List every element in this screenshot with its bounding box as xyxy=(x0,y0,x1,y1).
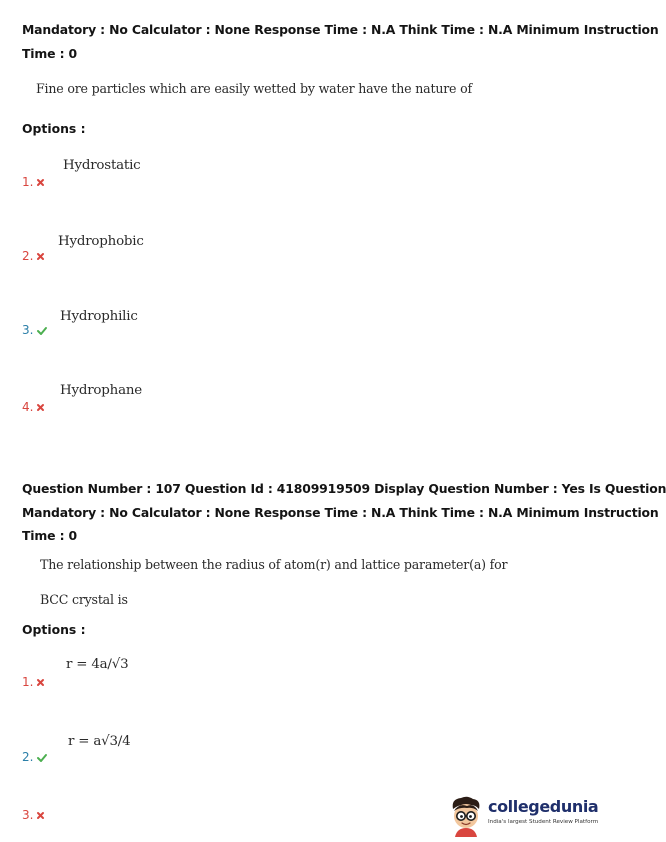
option-number xyxy=(22,750,47,764)
cross-icon xyxy=(37,179,44,186)
option-number xyxy=(22,400,44,414)
option-number-label: 3. xyxy=(22,808,34,822)
check-icon xyxy=(37,754,47,762)
logo-name: collegedunia xyxy=(488,797,599,816)
options-label: Options : xyxy=(22,622,86,637)
cross-icon xyxy=(37,812,44,819)
option-text: r = a√3/4 xyxy=(68,734,131,749)
option-text: Hydrostatic xyxy=(63,158,141,173)
question-meta-line: Question Number : 107 Question Id : 41809919509 Display Question Number : Yes Is Question xyxy=(22,481,666,496)
logo-tagline: India's largest Student Review Platform xyxy=(488,819,599,825)
option-number-label: 2. xyxy=(22,249,34,263)
cross-icon xyxy=(37,404,44,411)
option-number xyxy=(22,808,44,822)
mascot-icon xyxy=(447,795,485,837)
question-meta-line: Time : 0 xyxy=(22,46,78,61)
option-number-label: 4. xyxy=(22,400,34,414)
question-text: BCC crystal is xyxy=(40,592,128,607)
question-meta-line: Mandatory : No Calculator : None Response Time : N.A Think Time : N.A Minimum Instruction xyxy=(22,505,659,520)
option-number-label: 2. xyxy=(22,750,34,764)
option-number-label: 1. xyxy=(22,675,34,689)
option-text: Hydrophilic xyxy=(60,309,138,324)
question-text: Fine ore particles which are easily wetted by water have the nature of xyxy=(36,81,472,96)
question-text: The relationship between the radius of atom(r) and lattice parameter(a) for xyxy=(40,557,508,572)
option-text: r = 4a/√3 xyxy=(66,657,129,672)
cross-icon xyxy=(37,679,44,686)
option-number-label: 1. xyxy=(22,175,34,189)
options-label: Options : xyxy=(22,121,86,136)
option-text: Hydrophobic xyxy=(58,234,144,249)
collegedunia-logo xyxy=(447,795,599,837)
option-number xyxy=(22,675,44,689)
option-number xyxy=(22,249,44,263)
option-number xyxy=(22,175,44,189)
option-number-label: 3. xyxy=(22,323,34,337)
option-number xyxy=(22,323,47,337)
question-meta-line: Time : 0 xyxy=(22,528,78,543)
check-icon xyxy=(37,327,47,335)
option-text: Hydrophane xyxy=(60,383,143,398)
cross-icon xyxy=(37,253,44,260)
question-meta-line: Mandatory : No Calculator : None Response Time : N.A Think Time : N.A Minimum Instruction xyxy=(22,22,659,37)
